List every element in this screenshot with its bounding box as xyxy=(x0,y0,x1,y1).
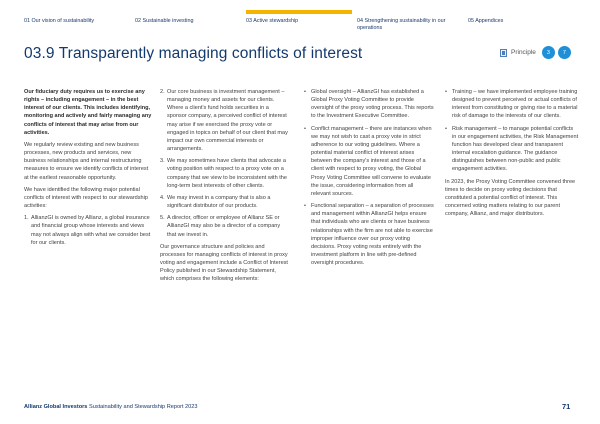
active-section-indicator xyxy=(246,10,352,14)
bullet-text: Conflict management – there are instances when we may not wish to cast a proxy vote in strict adherence to our voting guidelines. Where a potential material conflict of interest arises between the company's interest and those of a client with respect to proxy voting, the Global Proxy Voting Committee will convene to evaluate the issue, considering information from all relevant sources. xyxy=(311,125,432,197)
lead-paragraph: Our fiduciary duty requires us to exercise any rights – including engagement – in the best interest of our clients. This includes identifying, monitoring and actively and fairly managing any conflicts of interest that may arise from our activities. xyxy=(24,89,152,136)
list-item xyxy=(160,194,288,210)
page-number: 71 xyxy=(562,402,571,411)
list-item-text: AllianzGI is owned by Allianz, a global insurance and financial group whose interests and views may not always align with what we consider best for our clients. xyxy=(31,215,151,246)
list-number: 3. xyxy=(160,158,165,165)
bullet-item xyxy=(445,88,579,121)
nav-item-strengthening-sustainability[interactable]: 04 Strengthening sustainability in our operations xyxy=(357,18,446,31)
bullet-item xyxy=(304,125,434,198)
list-item xyxy=(160,214,288,238)
list-item xyxy=(160,88,288,153)
bullet-text: Global oversight – AllianzGI has established a Global Proxy Voting Committee to provide oversight of the proxy voting process. This reports to the Investment Executive Committee. xyxy=(311,89,434,120)
bullet-icon: • xyxy=(304,203,306,210)
bullet-text: Training – we have implemented employee training designed to prevent perceived or actual conflicts of interest from constituting or giving rise to a material risk of damage to the interests of our clients. xyxy=(452,89,578,120)
list-item-text: A director, officer or employee of Allianz SE or AllianzGI may also be a director of a company that we invest in. xyxy=(167,215,281,238)
nav-item-vision[interactable]: 01 Our vision of sustainability xyxy=(24,18,95,24)
column-2 xyxy=(160,88,288,287)
principle-badge-7[interactable]: 7 xyxy=(558,46,571,59)
principle-badge-3[interactable]: 3 xyxy=(542,46,555,59)
list-number: 5. xyxy=(160,215,165,222)
bullet-text: Functional separation – a separation of processes and management within AllianzGI helps ensure that individuals who are clients or have business relationships with the firm are not able to exercise improper influence over our proxy voting decisions. Proxy voting rests entirely with the investment platform in line with pre-defined oversight procedures. xyxy=(311,203,434,267)
paragraph: We regularly review existing and new business processes, new products and services, new business relationships and internal restructuring measures to ensure we identify conflicts of interest at the earliest reasonable opportunity. xyxy=(24,141,149,181)
column-1 xyxy=(24,88,152,251)
section-nav xyxy=(0,0,600,40)
paragraph: Our governance structure and policies and processes for managing conflicts of interest in proxy voting and engagement include a Conflict of Interest Policy published in our Stewardship Statement, which comprises the following elements: xyxy=(160,243,288,283)
footer-brand: Allianz Global Investors xyxy=(24,404,88,410)
bullet-icon: • xyxy=(445,89,447,95)
bullet-item xyxy=(304,202,434,267)
list-number: 4. xyxy=(160,194,165,201)
list-item-text: We may invest in a company that is also a significant distributor of our products. xyxy=(167,194,271,210)
column-3 xyxy=(304,88,434,271)
principle-tags xyxy=(500,46,574,59)
list-number: 2. xyxy=(160,89,165,95)
list-item-text: We may sometimes have clients that advocate a voting position with respect to a proxy vote on a company that we view to be inconsistent with the long-term best interests of other clients. xyxy=(167,158,287,189)
list-item xyxy=(24,214,152,247)
bullet-icon: • xyxy=(304,125,306,132)
nav-item-active-stewardship[interactable]: 03 Active stewardship xyxy=(246,18,299,24)
nav-item-appendices[interactable]: 05 Appendices xyxy=(468,18,504,24)
bullet-icon: • xyxy=(304,89,306,95)
bullet-text: Risk management – to manage potential conflicts in our engagement activities, the Risk Management function has developed clear and transparent internal escalation guidance. The guidance distinguishes between non-public and public engagement activities. xyxy=(452,125,579,173)
list-item-text: Our core business is investment management – managing money and assets for our clients. Where a client's fund holds securities in a sponsor company, a perceived conflict of interest may arise if we exercised the proxy vote or engaged in topics on behalf of our client that may impact our own commercial interests or arrangements. xyxy=(167,89,288,153)
bullet-item xyxy=(304,88,434,121)
paragraph: We have identified the following major potential conflicts of interest with respect to our stewardship activities: xyxy=(24,186,148,210)
list-item xyxy=(160,157,288,190)
page-title: 03.9 Transparently managing conflicts of interest xyxy=(24,45,363,62)
list-number: 1. xyxy=(24,215,29,222)
book-icon xyxy=(500,49,507,57)
nav-item-sustainable-investing[interactable]: 02 Sustainable investing xyxy=(135,18,194,24)
bullet-icon: • xyxy=(445,125,447,132)
column-4 xyxy=(445,88,579,222)
footer-report-title: Sustainability and Stewardship Report 2023 xyxy=(87,404,198,410)
footer xyxy=(24,404,198,410)
principle-label: Principle xyxy=(511,49,536,56)
paragraph: In 2023, the Proxy Voting Committee convened three times to decide on proxy voting decisions that constituted a potential conflict of interest. This concerned voting matters relating to our parent company, Allianz, and major distributors. xyxy=(445,178,576,218)
bullet-item xyxy=(445,125,579,174)
